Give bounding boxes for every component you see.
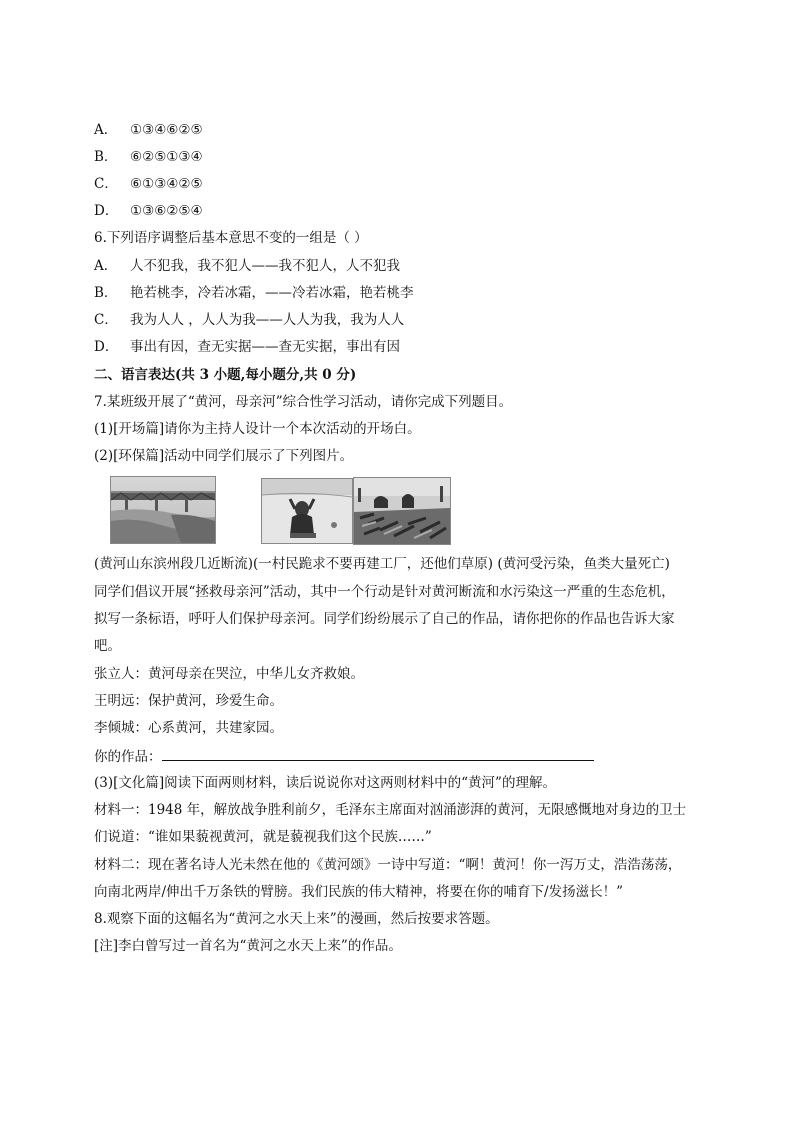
q5-option-b: B． ⑥②⑤①③④ xyxy=(94,149,203,165)
q8-stem: 8.观察下面的这幅名为“黄河之水天上来”的漫画，然后按要求答题。 xyxy=(94,911,499,927)
q6-option-a: A． 人不犯我，我不犯人——我不犯人，人不犯我 xyxy=(94,258,400,274)
villager-photo-image xyxy=(262,479,352,543)
photo-captions: (黄河山东滨州段几近断流)(一村民跪求不要再建工厂，还他们草原) (黄河受污染，鱼类大量死亡) xyxy=(94,556,670,572)
answer-blank[interactable] xyxy=(162,746,594,761)
q8-note: [注]李白曾写过一首名为“黄河之水天上来”的作品。 xyxy=(94,938,402,954)
q5-option-a: A． ①③④⑥②⑤ xyxy=(94,122,203,138)
slogan-zhang: 张立人：黄河母亲在哭泣，中华儿女齐救娘。 xyxy=(94,666,364,682)
slogan-wang: 王明远：保护黄河，珍爱生命。 xyxy=(94,693,283,709)
slogan-li: 李倾城：心系黄河，共建家园。 xyxy=(94,720,283,736)
bridge-photo-image xyxy=(111,477,215,543)
q6-stem: 6.下列语序调整后基本意思不变的一组是（ ） xyxy=(94,230,368,246)
your-work-line xyxy=(94,746,594,766)
photo-bridge xyxy=(110,476,216,544)
q7-paragraph-line-1: 同学们倡议开展“拯救母亲河”活动，其中一个行动是针对黄河断流和水污染这一严重的生态危机， xyxy=(94,584,675,600)
material1-line-2: 们说道：“谁如果藐视黄河，就是藐视我们这个民族……” xyxy=(94,829,432,845)
q5-option-c: C． ⑥①③④②⑤ xyxy=(94,176,203,192)
your-work-label: 你的作品： xyxy=(94,749,162,765)
q6-option-b: B． 艳若桃李，冷若冰霜，——冷若冰霜，艳若桃李 xyxy=(94,285,414,301)
q6-option-d: D． 事出有因，查无实据——查无实据，事出有因 xyxy=(94,339,400,355)
q7-part3: (3)[文化篇]阅读下面两则材料，读后说说你对这两则材料中的“黄河”的理解。 xyxy=(94,775,556,791)
material2-line-2: 向南北两岸/伸出千万条铁的臂膀。我们民族的伟大精神，将要在你的哺育下/发扬滋长！” xyxy=(94,884,623,900)
q7-part2: (2)[环保篇]活动中同学们展示了下列图片。 xyxy=(94,448,354,464)
fish-photo-image xyxy=(354,478,450,544)
photo-kneeling-villager xyxy=(261,478,353,544)
q7-paragraph-line-3: 吧。 xyxy=(94,638,121,654)
material1-line-1: 材料一：1948 年，解放战争胜利前夕，毛泽东主席面对汹涌澎湃的黄河，无限感慨地对身边的卫士 xyxy=(94,802,687,818)
q7-stem: 7.某班级开展了“黄河，母亲河”综合性学习活动，请你完成下列题目。 xyxy=(94,394,513,410)
q7-part1: (1)[开场篇]请你为主持人设计一个本次活动的开场白。 xyxy=(94,421,421,437)
q6-option-c: C． 我为人人 ，人人为我——人人为我，我为人人 xyxy=(94,312,405,328)
photo-dead-fish xyxy=(353,477,451,545)
material2-line-1: 材料二：现在著名诗人光未然在他的《黄河颂》一诗中写道：“啊！黄河！你一泻万丈，浩浩荡荡， xyxy=(94,857,682,873)
q7-paragraph-line-2: 拟写一条标语，呼吁人们保护母亲河。同学们纷纷展示了自己的作品，请你把你的作品也告诉大家 xyxy=(94,611,675,627)
section-heading: 二、语言表达(共 3 小题,每小题分,共 0 分) xyxy=(94,367,357,383)
q5-option-d: D． ①③⑥②⑤④ xyxy=(94,203,203,219)
